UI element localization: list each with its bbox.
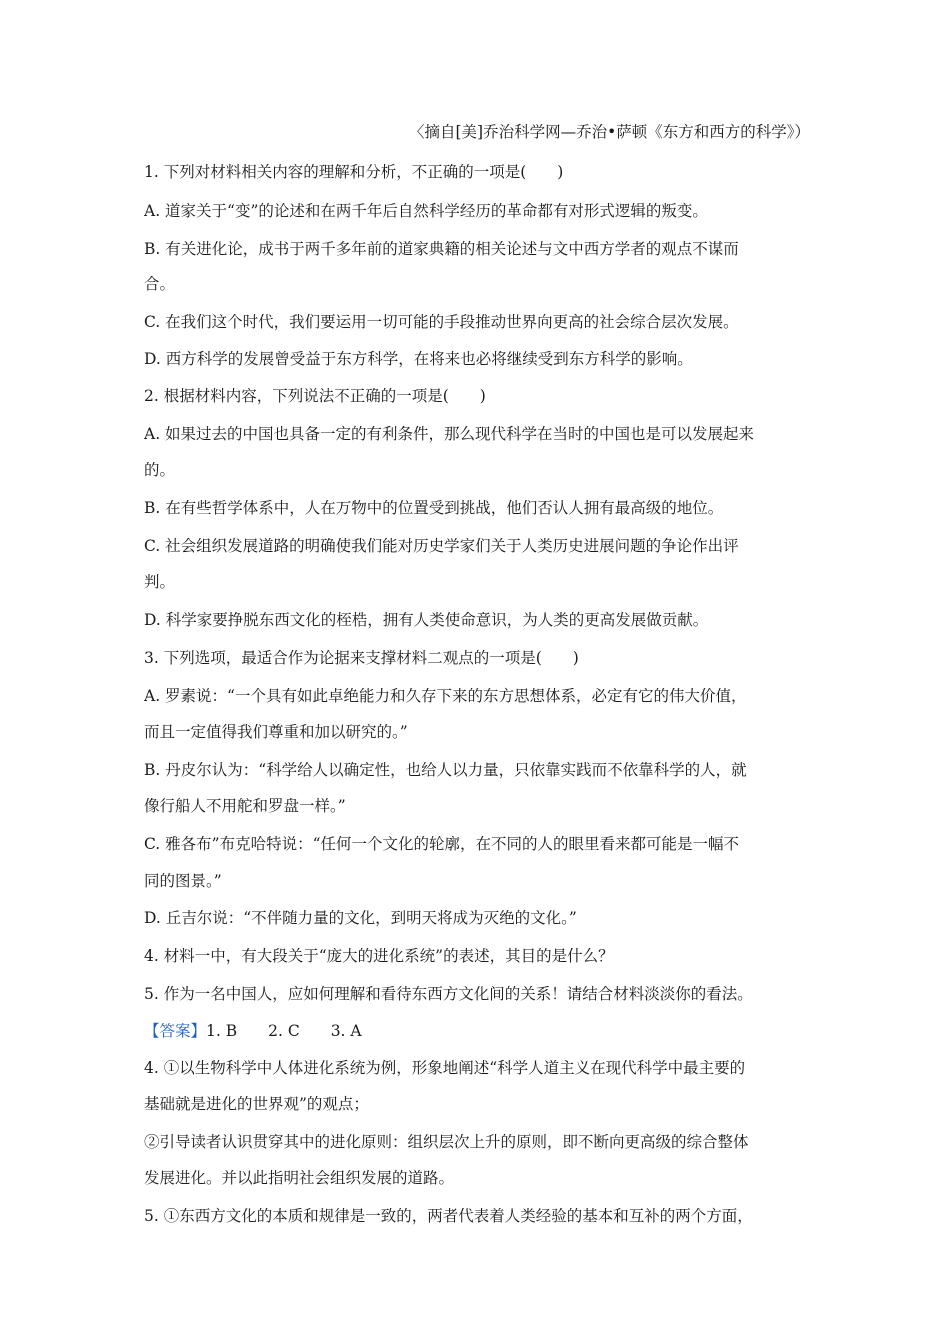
question-1-option-b: B. 有关进化论，成书于两千多年前的道家典籍的相关论述与文中西方学者的观点不谋而 xyxy=(144,240,739,258)
question-3-option-b: B. 丹皮尔认为：“科学给人以确定性，也给人以力量，只依靠实践而不依靠科学的人，就 xyxy=(144,761,747,779)
question-2-option-b: B. 在有些哲学体系中，人在万物中的位置受到挑战，他们否认人拥有最高级的地位。 xyxy=(144,499,724,517)
question-2-stem: 2. 根据材料内容，下列说法不正确的一项是( ) xyxy=(144,387,486,405)
question-4-stem: 4. 材料一中，有大段关于“庞大的进化系统”的表述，其目的是什么？ xyxy=(144,947,614,965)
question-3-option-b-cont: 像行船人不用舵和罗盘一样。” xyxy=(144,797,346,815)
question-5-stem: 5. 作为一名中国人，应如何理解和看待东西方文化间的关系！请结合材料淡淡你的看法。 xyxy=(144,985,753,1003)
question-3-option-a: A. 罗素说：“一个具有如此卓绝能力和久存下来的东方思想体系，必定有它的伟大价值， xyxy=(144,687,747,705)
question-3-option-d: D. 丘吉尔说：“不伴随力量的文化，到明天将成为灭绝的文化。” xyxy=(144,909,577,927)
question-2-option-a-cont: 的。 xyxy=(144,461,176,479)
question-1-option-a: A. 道家关于“变”的论述和在两千年后自然科学经历的革命都有对形式逻辑的叛变。 xyxy=(144,202,708,220)
answer-line xyxy=(144,1021,812,1041)
question-3-option-a-cont: 而且一定值得我们尊重和加以研究的。” xyxy=(144,723,408,741)
question-2-option-a: A. 如果过去的中国也具备一定的有利条件，那么现代科学在当时的中国也是可以发展起来 xyxy=(144,425,755,443)
answer-4-line-1: 4. ①以生物科学中人体进化系统为例，形象地阐述“科学人道主义在现代科学中最主要的 xyxy=(144,1059,746,1077)
question-3-stem: 3. 下列选项，最适合作为论据来支撑材料二观点的一项是( ) xyxy=(144,649,579,667)
answer-5-line-1: 5. ①东西方文化的本质和规律是一致的，两者代表着人类经验的基本和互补的两个方面， xyxy=(144,1207,753,1225)
question-1-option-d: D. 西方科学的发展曾受益于东方科学，在将来也必将继续受到东方科学的影响。 xyxy=(144,350,693,368)
question-2-option-d: D. 科学家要挣脱东西文化的桎梏，拥有人类使命意识，为人类的更高发展做贡献。 xyxy=(144,611,709,629)
question-3-option-c: C. 雅各布”布克哈特说：“任何一个文化的轮廓，在不同的人的眼里看来都可能是一幅不 xyxy=(144,835,740,853)
question-1-stem: 1. 下列对材料相关内容的理解和分析，不正确的一项是( ) xyxy=(144,163,564,181)
question-2-option-c: C. 社会组织发展道路的明确使我们能对历史学家们关于人类历史进展问题的争论作出评 xyxy=(144,537,739,555)
question-3-option-c-cont: 同的图景。” xyxy=(144,872,222,890)
answer-4-line-3: ②引导读者认识贯穿其中的进化原则：组织层次上升的原则，即不断向更高级的综合整体 xyxy=(144,1133,749,1151)
question-1-option-c: C. 在我们这个时代，我们要运用一切可能的手段推动世界向更高的社会综合层次发展。 xyxy=(144,313,739,331)
answer-tag: 【答案】 xyxy=(144,1022,207,1040)
question-2-option-c-cont: 判。 xyxy=(144,573,176,591)
answer-choices: 1. B 2. C 3. A xyxy=(206,1022,362,1040)
question-1-option-b-cont: 合。 xyxy=(144,275,176,293)
answer-4-line-4: 发展进化。并以此指明社会组织发展的道路。 xyxy=(144,1169,455,1187)
answer-4-line-2: 基础就是进化的世界观”的观点； xyxy=(144,1095,369,1113)
source-citation: 〈摘自[美]乔治科学网—乔治•萨顿《东方和西方的科学》） xyxy=(409,123,810,141)
